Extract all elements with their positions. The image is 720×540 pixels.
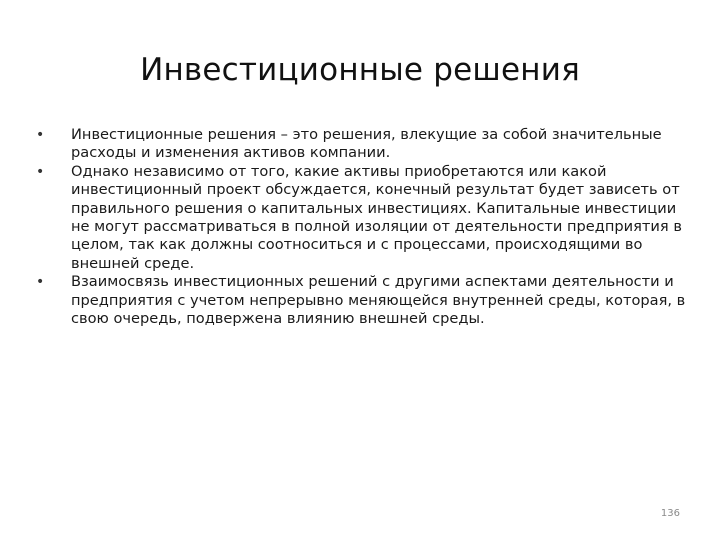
slide-title: Инвестиционные решения	[140, 52, 580, 88]
page-number: 136	[660, 508, 680, 519]
bullet-text: Однако независимо от того, какие активы приобретаются или какой инвестиционный проект обсуждается, конечный результат будет зависеть от правильного решения о капитальных инвестициях. Капитальные инвестиции не могут рассматриваться в полной изоляции от деятельности предприятия в целом, так как должны соотноситься и с процессами, происходящими во внешней среде.	[71, 162, 682, 272]
bullet-text: Взаимосвязь инвестиционных решений с другими аспектами деятельности и предприятия с учетом непрерывно меняющейся внутренней среды, которая, в свою очередь, подвержена влиянию внешней среды.	[71, 273, 686, 328]
bullet-item-2	[36, 163, 696, 273]
bullet-text: Инвестиционные решения – это решения, влекущие за собой значительные расходы и изменения активов компании.	[71, 126, 662, 162]
bullet-list	[36, 126, 696, 328]
bullet-item-1	[36, 126, 696, 163]
bullet-item-3	[36, 273, 696, 328]
bullet-point-icon: •	[36, 274, 45, 291]
bullet-point-icon: •	[36, 163, 45, 180]
bullet-point-icon: •	[36, 127, 45, 143]
